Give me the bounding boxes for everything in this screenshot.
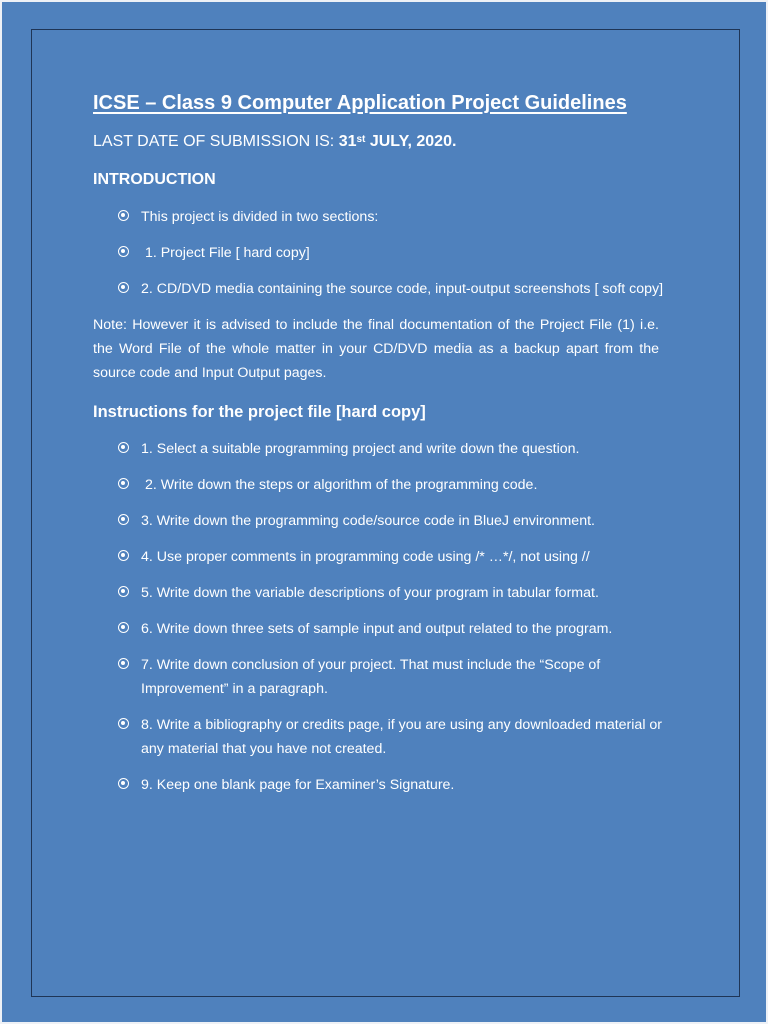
introduction-list <box>93 205 683 301</box>
page-title: ICSE – Class 9 Computer Application Project Guidelines <box>93 92 627 114</box>
list-item <box>93 205 683 229</box>
list-item <box>93 241 683 265</box>
list-item <box>93 713 683 761</box>
submission-deadline <box>93 131 683 153</box>
document-page <box>2 2 766 1022</box>
instructions-list <box>93 437 683 797</box>
note-paragraph: Note: However it is advised to include the final documentation of the Project File (1) i.e. the Word File of the whole matter in your CD/DVD media as a backup apart from the source code and Input Output pages. <box>93 317 659 381</box>
list-item <box>93 617 683 641</box>
radio-bullet-icon <box>118 478 129 489</box>
list-item <box>93 473 683 497</box>
list-item-text: 8. Write a bibliography or credits page, if you are using any downloaded material or any material that you have not created. <box>141 717 663 757</box>
deadline-day-suffix: st <box>356 134 366 145</box>
list-item-text: 6. Write down three sets of sample input and output related to the program. <box>141 621 613 637</box>
radio-bullet-icon <box>118 586 129 597</box>
list-item-text: 9. Keep one blank page for Examiner’s Signature. <box>141 777 455 793</box>
radio-bullet-icon <box>118 718 129 729</box>
radio-bullet-icon <box>118 658 129 669</box>
list-item-text: 3. Write down the programming code/source code in BlueJ environment. <box>141 513 595 529</box>
list-item <box>93 581 683 605</box>
radio-bullet-icon <box>118 514 129 525</box>
radio-bullet-icon <box>118 442 129 453</box>
list-item-text: 2. CD/DVD media containing the source code, input-output screenshots [ soft copy] <box>141 281 664 297</box>
document-content <box>93 88 683 797</box>
deadline-label: LAST DATE OF SUBMISSION IS: <box>93 133 339 150</box>
list-item-text: 7. Write down conclusion of your project. That must include the “Scope of Improvement” in a paragraph. <box>141 657 601 697</box>
deadline-date <box>339 133 457 150</box>
deadline-month-year: JULY, 2020. <box>365 133 457 150</box>
deadline-day: 31 <box>338 133 357 150</box>
radio-bullet-icon <box>118 210 129 221</box>
list-item-text: 2. Write down the steps or algorithm of the programming code. <box>141 477 538 493</box>
radio-bullet-icon <box>118 778 129 789</box>
list-item-text: 5. Write down the variable descriptions of your program in tabular format. <box>141 585 599 601</box>
radio-bullet-icon <box>118 622 129 633</box>
list-item <box>93 773 683 797</box>
list-item-text: This project is divided in two sections: <box>141 209 379 225</box>
list-item-text: 1. Project File [ hard copy] <box>141 245 310 261</box>
instructions-heading: Instructions for the project file [hard copy] <box>93 403 426 421</box>
radio-bullet-icon <box>118 550 129 561</box>
list-item <box>93 653 683 701</box>
radio-bullet-icon <box>118 246 129 257</box>
list-item-text: 1. Select a suitable programming project and write down the question. <box>141 441 580 457</box>
list-item <box>93 545 683 569</box>
radio-bullet-icon <box>118 282 129 293</box>
introduction-heading: INTRODUCTION <box>93 171 216 188</box>
list-item <box>93 509 683 533</box>
list-item-text: 4. Use proper comments in programming code using /* …*/, not using // <box>141 549 590 565</box>
list-item <box>93 277 683 301</box>
list-item <box>93 437 683 461</box>
